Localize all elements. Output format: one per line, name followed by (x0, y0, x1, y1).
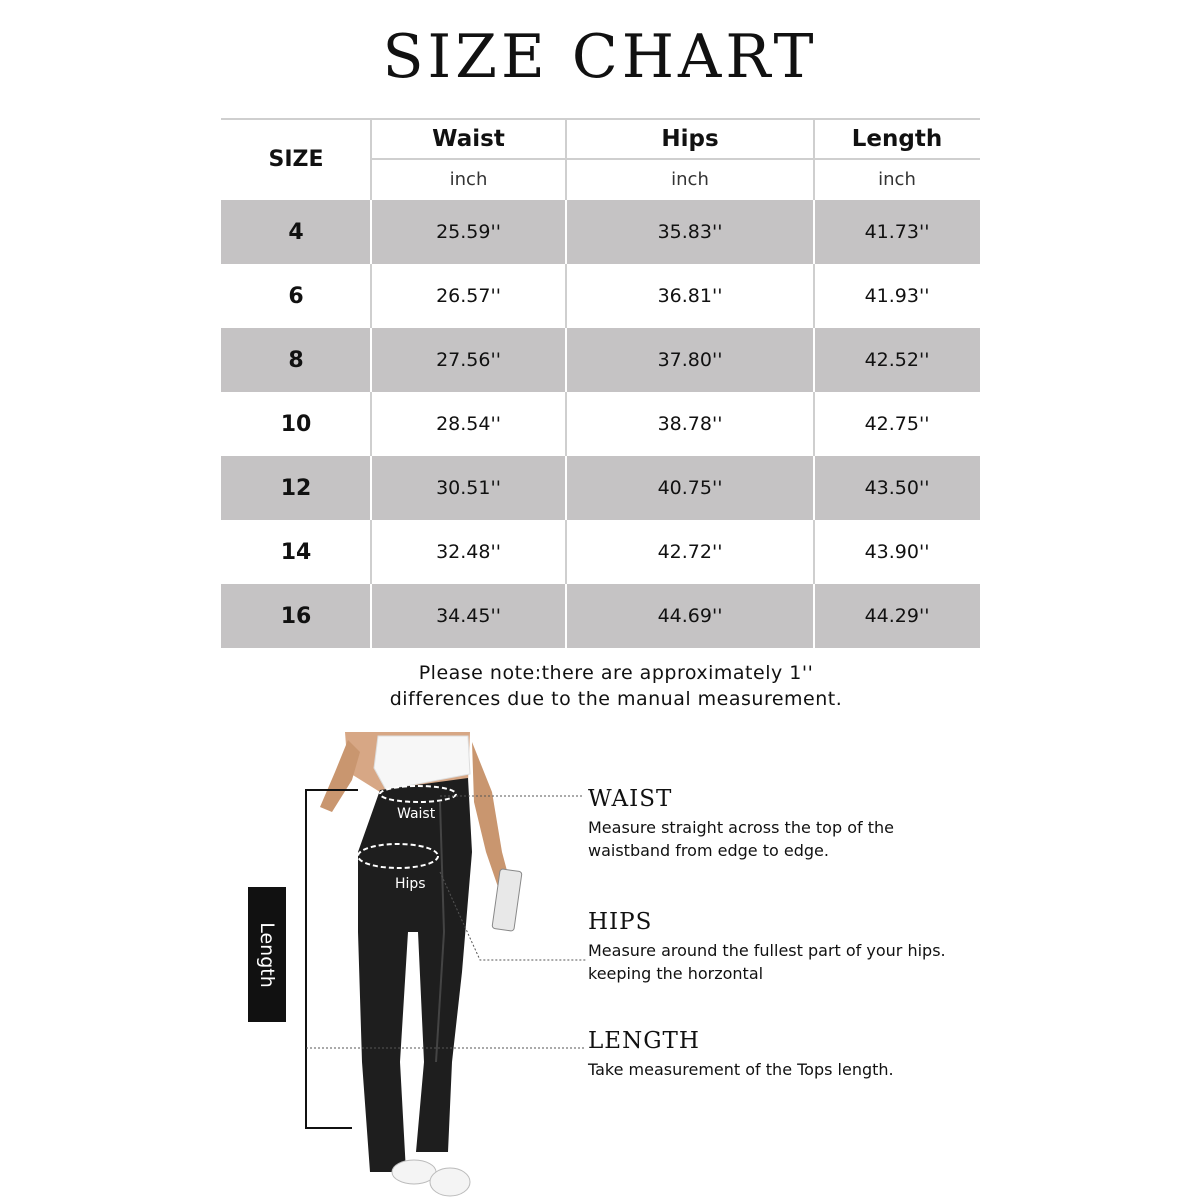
table-row (221, 200, 980, 264)
waist-desc-2: waistband from edge to edge. (588, 841, 829, 860)
column-divider (370, 584, 372, 648)
column-divider (813, 200, 815, 264)
length-cell: 41.93'' (864, 285, 930, 307)
column-divider (813, 456, 815, 520)
table-row (221, 456, 980, 520)
size-cell: 8 (288, 347, 304, 373)
size-cell: 16 (280, 603, 312, 629)
length-cell: 43.90'' (864, 541, 930, 563)
right-arm (472, 742, 510, 887)
hips-desc-1: Measure around the fullest part of your hips. (588, 941, 946, 960)
column-divider (565, 584, 567, 648)
hips-cell: 44.69'' (657, 605, 723, 627)
column-divider (370, 264, 372, 328)
hips-cell: 42.72'' (657, 541, 723, 563)
hips-cell: 36.81'' (657, 285, 723, 307)
waist-cell: 34.45'' (436, 605, 501, 627)
length-badge (248, 887, 286, 1022)
length-cell: 44.29'' (864, 605, 930, 627)
column-divider (370, 120, 372, 200)
hips-desc-2: keeping the horzontal (588, 964, 764, 983)
waist-cell: 32.48'' (436, 541, 501, 563)
length-title: LENGTH (588, 1028, 700, 1054)
column-divider (813, 520, 815, 584)
size-cell: 6 (288, 283, 304, 309)
waist-unit: inch (449, 168, 488, 190)
length-cell: 41.73'' (864, 221, 930, 243)
hips-figure-label: Hips (395, 876, 426, 892)
page-title: SIZE CHART (382, 22, 818, 92)
table-row (221, 584, 980, 648)
table-row (221, 520, 980, 584)
column-divider (370, 200, 372, 264)
column-divider (565, 200, 567, 264)
note-line-2: differences due to the manual measurement. (389, 688, 843, 710)
length-unit: inch (878, 168, 916, 190)
left-shoe (392, 1160, 436, 1184)
waist-cell: 26.57'' (436, 285, 501, 307)
waist-cell: 25.59'' (436, 221, 501, 243)
length-cell: 43.50'' (864, 477, 930, 499)
column-divider (813, 392, 815, 456)
column-divider (370, 328, 372, 392)
length-desc-1: Take measurement of the Tops length. (588, 1060, 894, 1079)
length-bracket (306, 790, 352, 1128)
hips-cell: 40.75'' (657, 477, 723, 499)
table-row (221, 328, 980, 392)
length-cell: 42.75'' (864, 413, 930, 435)
length-cell: 42.52'' (864, 349, 930, 371)
column-divider (813, 328, 815, 392)
length-header: Length (814, 120, 980, 160)
column-divider (565, 120, 567, 200)
column-divider (565, 328, 567, 392)
hips-cell: 35.83'' (657, 221, 723, 243)
table-row (221, 392, 980, 456)
note-line-1: Please note:there are approximately 1'' (418, 662, 814, 684)
waist-cell: 30.51'' (436, 477, 501, 499)
waist-header: Waist (371, 120, 566, 160)
column-divider (370, 456, 372, 520)
length-badge-label: Length (256, 921, 279, 988)
measurement-note (0, 660, 1200, 712)
hips-unit: inch (671, 168, 709, 190)
column-divider (565, 392, 567, 456)
column-divider (813, 264, 815, 328)
column-divider (565, 264, 567, 328)
hips-cell: 38.78'' (657, 413, 723, 435)
column-divider (565, 456, 567, 520)
waist-cell: 28.54'' (436, 413, 501, 435)
column-divider (370, 392, 372, 456)
hips-title: HIPS (588, 909, 653, 935)
column-divider (565, 520, 567, 584)
waist-title: WAIST (588, 786, 673, 812)
waist-cell: 27.56'' (436, 349, 501, 371)
table-header (221, 118, 980, 200)
column-divider (370, 520, 372, 584)
column-divider (813, 584, 815, 648)
waist-desc-1: Measure straight across the top of the (588, 818, 894, 837)
waist-figure-label: Waist (397, 806, 436, 822)
right-shoe (430, 1168, 470, 1196)
size-header: SIZE (268, 146, 324, 172)
size-cell: 14 (280, 539, 312, 565)
hips-header: Hips (566, 120, 814, 160)
size-cell: 10 (280, 411, 312, 437)
hips-cell: 37.80'' (657, 349, 723, 371)
column-divider (813, 120, 815, 200)
size-table (221, 118, 980, 648)
table-row (221, 264, 980, 328)
left-arm (320, 740, 360, 812)
size-cell: 12 (280, 475, 312, 501)
jeans (358, 778, 472, 1172)
size-cell: 4 (288, 219, 304, 245)
